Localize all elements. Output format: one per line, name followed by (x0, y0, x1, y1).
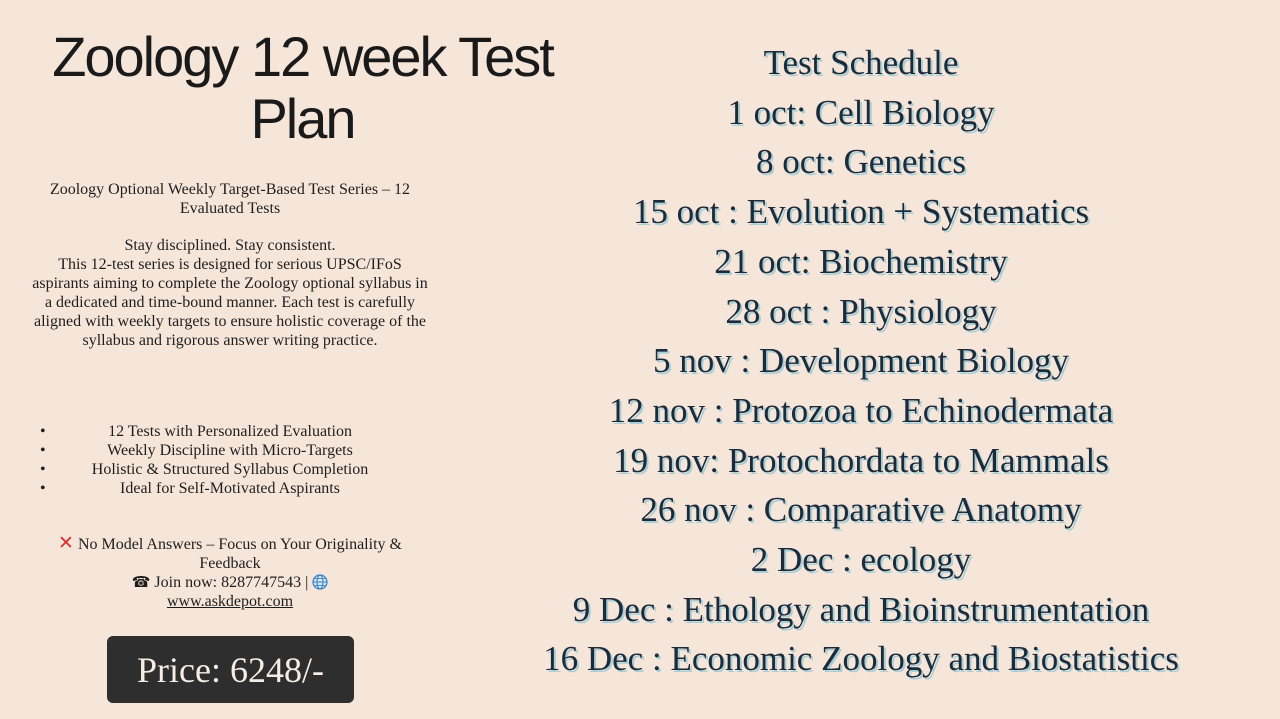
schedule-item: 21 oct: Biochemistry (714, 241, 1008, 281)
price-badge (107, 636, 354, 703)
schedule-item: 28 oct : Physiology (725, 291, 997, 331)
bullet-icon: • (40, 442, 46, 459)
schedule-item: 15 oct : Evolution + Systematics (632, 192, 1090, 232)
feature-text: Weekly Discipline with Micro-Targets (107, 442, 353, 459)
telephone-icon: ☎ (131, 573, 151, 591)
schedule-item: 16 Dec : Economic Zoology and Biostatistics (543, 639, 1179, 679)
schedule-item: 1 oct: Cell Biology (727, 92, 995, 132)
intro-block (30, 236, 430, 350)
schedule-list (495, 88, 1227, 684)
no-model-answers-note (30, 534, 430, 573)
feature-text: Holistic & Structured Syllabus Completion (91, 461, 369, 478)
series-subtitle: Zoology Optional Weekly Target-Based Test Series – 12 Evaluated Tests (49, 181, 411, 217)
feature-text: 12 Tests with Personalized Evaluation (108, 423, 352, 440)
schedule-item: 12 nov : Protozoa to Echinodermata (608, 390, 1114, 430)
schedule-panel (495, 38, 1227, 684)
feature-list (30, 422, 430, 498)
schedule-title: Test Schedule (763, 43, 959, 82)
bullet-icon: • (40, 480, 46, 497)
intro-body: This 12-test series is designed for serious UPSC/IFoS aspirants aiming to complete the Zoology optional syllabus in a dedicated and time-bound manner. Each test is carefully aligned with weekly targets to ensure holistic coverage of the syllabus and rigorous answer writing practice. (32, 256, 428, 349)
bullet-icon: • (40, 423, 46, 440)
intro-tagline: Stay disciplined. Stay consistent. (124, 237, 336, 254)
left-panel (30, 0, 575, 719)
feature-item (30, 479, 430, 498)
join-label: Join now: 8287747543 | (154, 574, 309, 591)
schedule-item: 19 nov: Protochordata to Mammals (613, 440, 1109, 480)
globe-icon (312, 574, 328, 590)
feature-text: Ideal for Self-Motivated Aspirants (120, 480, 340, 497)
no-model-answers-text: No Model Answers – Focus on Your Originality & Feedback (77, 536, 402, 572)
schedule-item: 9 Dec : Ethology and Bioinstrumentation (572, 589, 1150, 629)
contact-line (30, 573, 430, 592)
feature-item (30, 422, 430, 441)
schedule-item: 2 Dec : ecology (750, 540, 972, 580)
notice-block (30, 534, 430, 611)
feature-item (30, 441, 430, 460)
schedule-item: 26 nov : Comparative Anatomy (640, 490, 1082, 530)
website-link[interactable]: www.askdepot.com (166, 593, 294, 610)
schedule-item: 5 nov : Development Biology (652, 341, 1070, 381)
cross-mark-icon: ✕ (58, 532, 74, 554)
schedule-item: 8 oct: Genetics (756, 142, 966, 182)
bullet-icon: • (40, 461, 46, 478)
price-text: Price: 6248/- (137, 649, 324, 690)
feature-item (30, 460, 430, 479)
page-title: Zoology 12 week Test Plan (52, 25, 553, 150)
